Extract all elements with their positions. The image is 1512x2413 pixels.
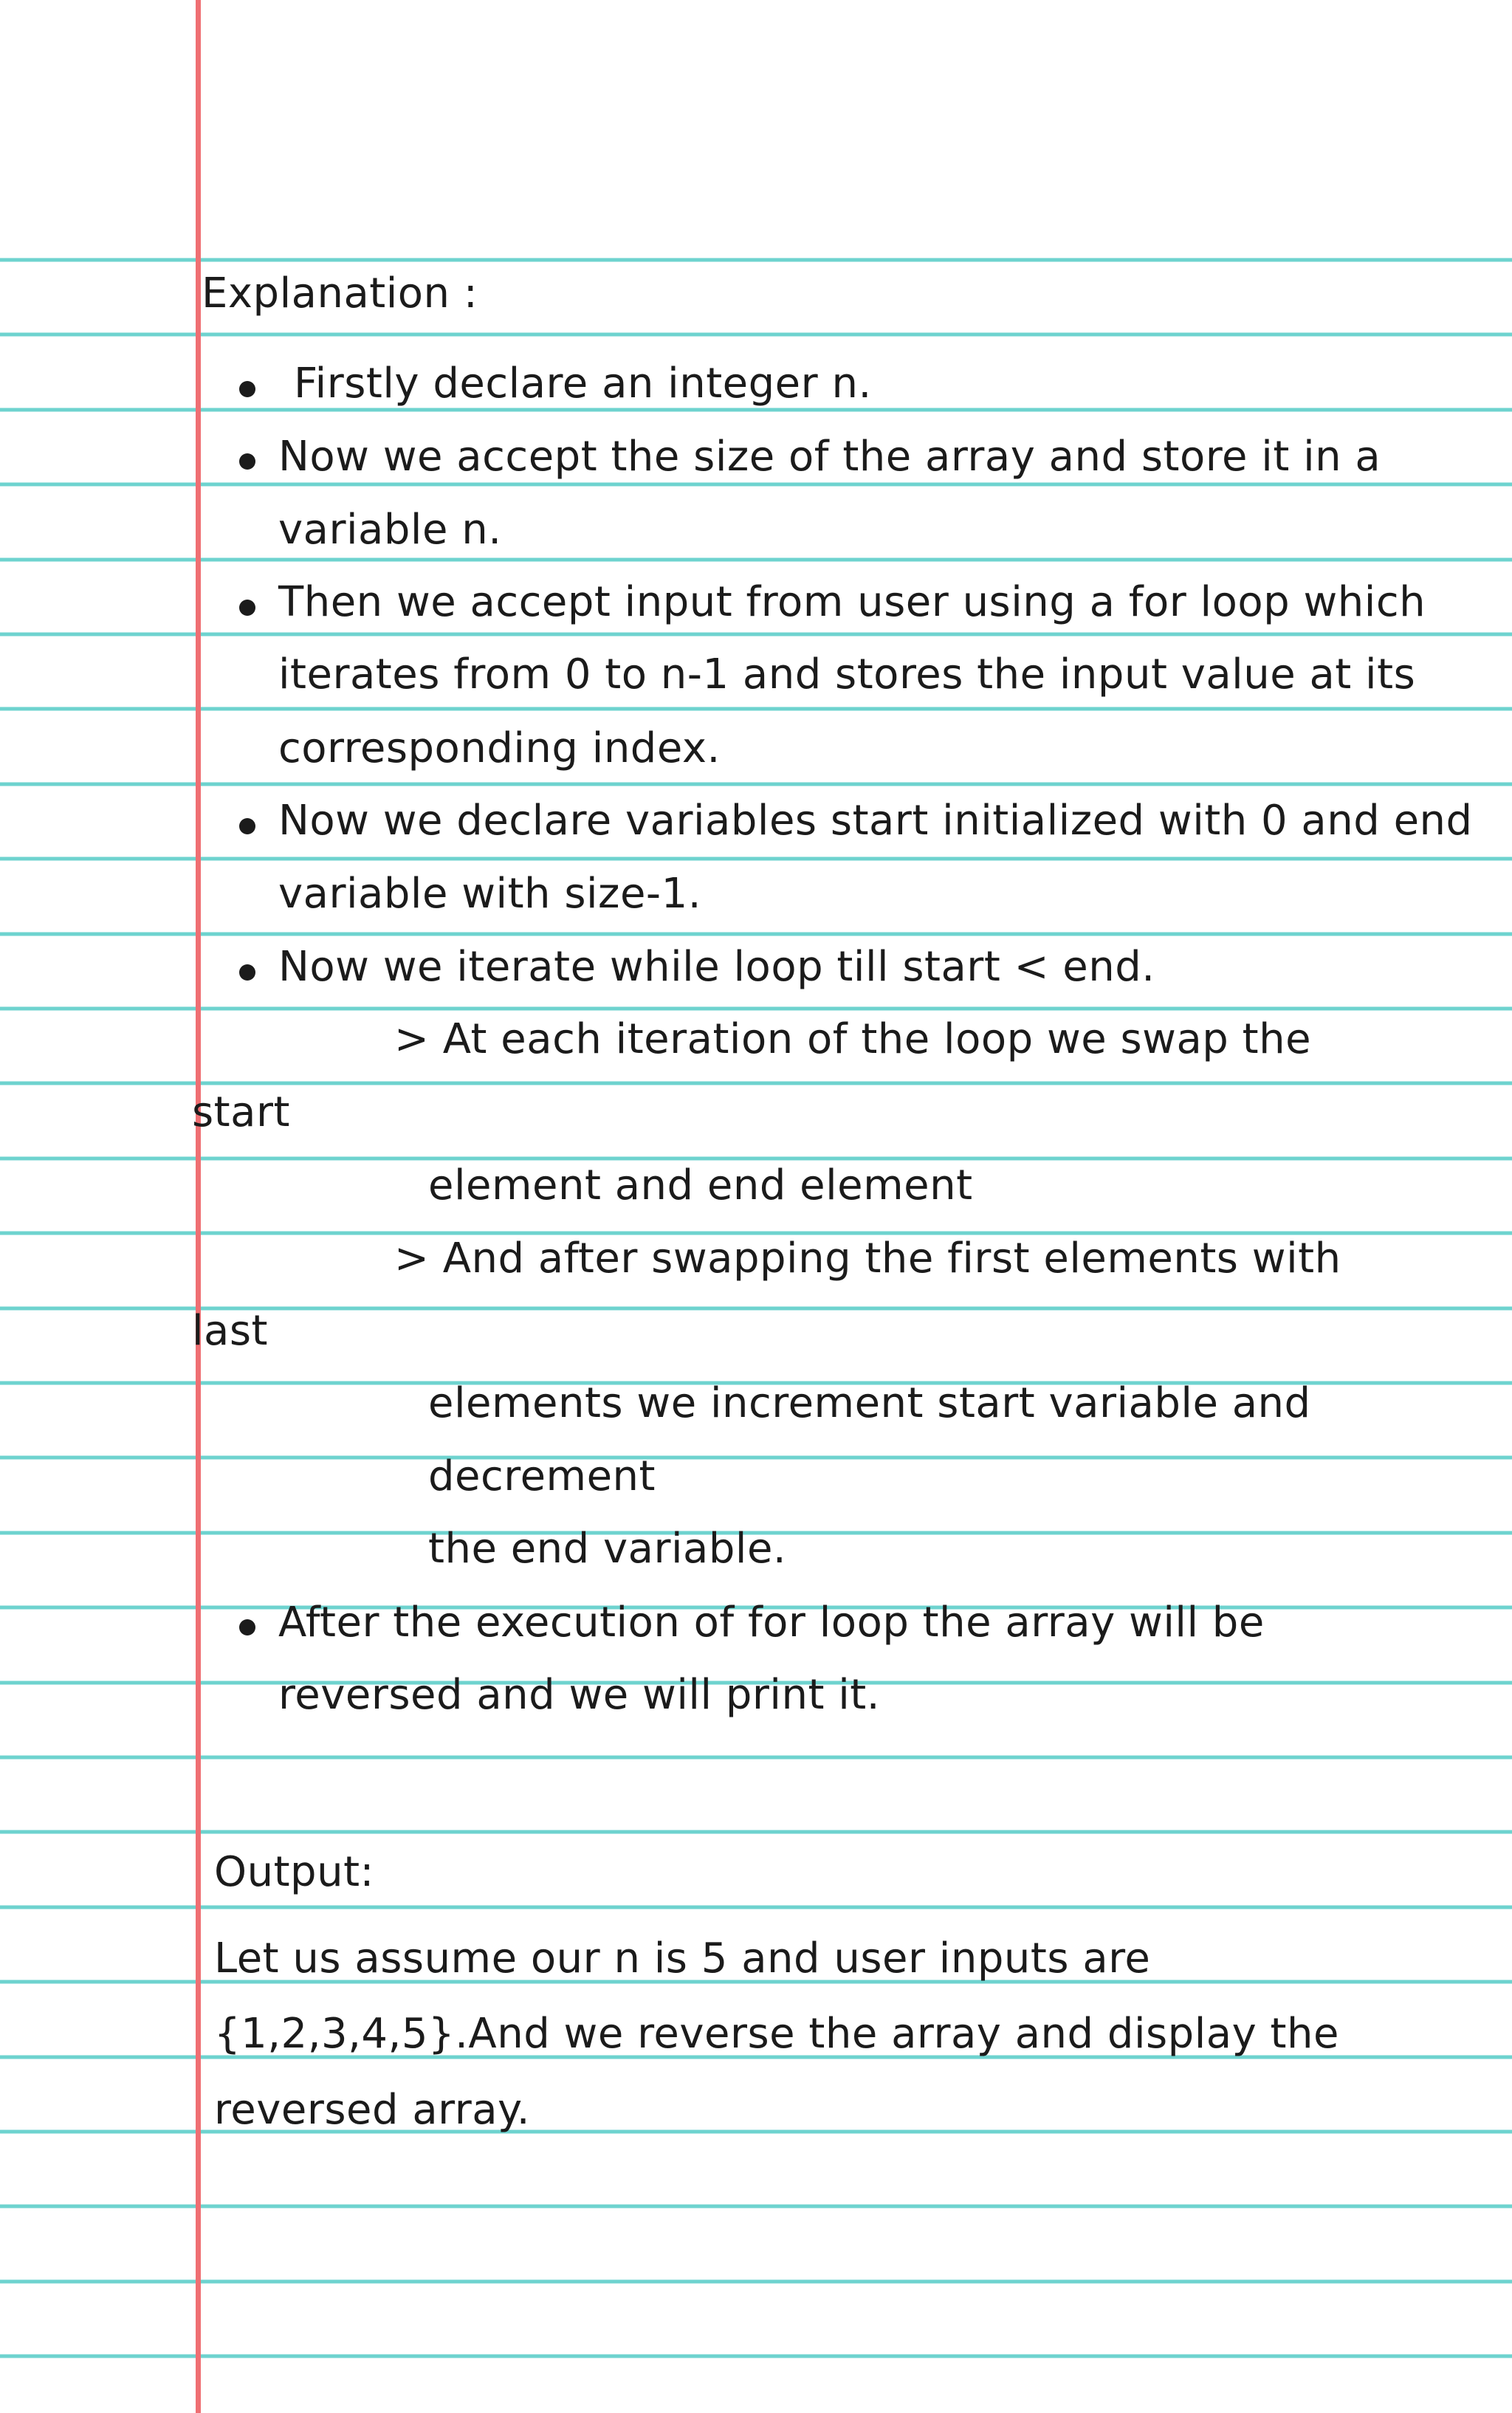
output-line-2: {1,2,3,4,5}.And we reverse the array and display the (214, 2010, 1339, 2058)
output-line-3: reversed array. (214, 2086, 530, 2134)
final-bullet-line-2: reversed and we will print it. (278, 1671, 881, 1719)
sub-point-2-line-4: decrement (428, 1452, 656, 1500)
bullet-3-line-3: corresponding index. (278, 724, 721, 772)
final-bullet-line-1: After the execution of for loop the array will be (278, 1599, 1265, 1647)
output-heading: Output: (214, 1848, 374, 1896)
bullet-4-line-2: variable with size-1. (278, 870, 702, 918)
sub-point-2-line-5: the end variable. (428, 1525, 787, 1573)
bullet-5-line-1: Now we iterate while loop till start < end. (278, 943, 1155, 991)
bullet-3-line-2: iterates from 0 to n-1 and stores the input value at its (278, 651, 1416, 698)
bullet-dot (239, 818, 255, 834)
margin-line (196, 0, 201, 2413)
bullet-4-line-1: Now we declare variables start initialized with 0 and end (278, 797, 1473, 845)
bullet-3-line-1: Then we accept input from user using a for loop which (278, 578, 1426, 626)
sub-point-1-line-3: element and end element (428, 1161, 973, 1209)
bullet-2-line-1: Now we accept the size of the array and store it in a (278, 433, 1381, 481)
bullet-dot (239, 381, 255, 397)
bullet-dot (239, 964, 255, 981)
bullet-dot (239, 453, 255, 470)
explanation-heading: Explanation : (202, 270, 478, 318)
sub-point-1-line-2: start (192, 1088, 290, 1136)
sub-point-2-line-2: last (192, 1307, 269, 1355)
bullet-dot (239, 1619, 255, 1635)
output-line-1: Let us assume our n is 5 and user inputs are (214, 1935, 1151, 1983)
bullet-2-line-2: variable n. (278, 506, 502, 554)
sub-point-2-line-1: > And after swapping the first elements with (394, 1235, 1341, 1283)
bullet-1-line-1: Firstly declare an integer n. (294, 360, 872, 408)
sub-point-2-line-3: elements we increment start variable and (428, 1379, 1311, 1427)
sub-point-1-line-1: > At each iteration of the loop we swap the (394, 1015, 1312, 1063)
bullet-dot (239, 600, 255, 616)
